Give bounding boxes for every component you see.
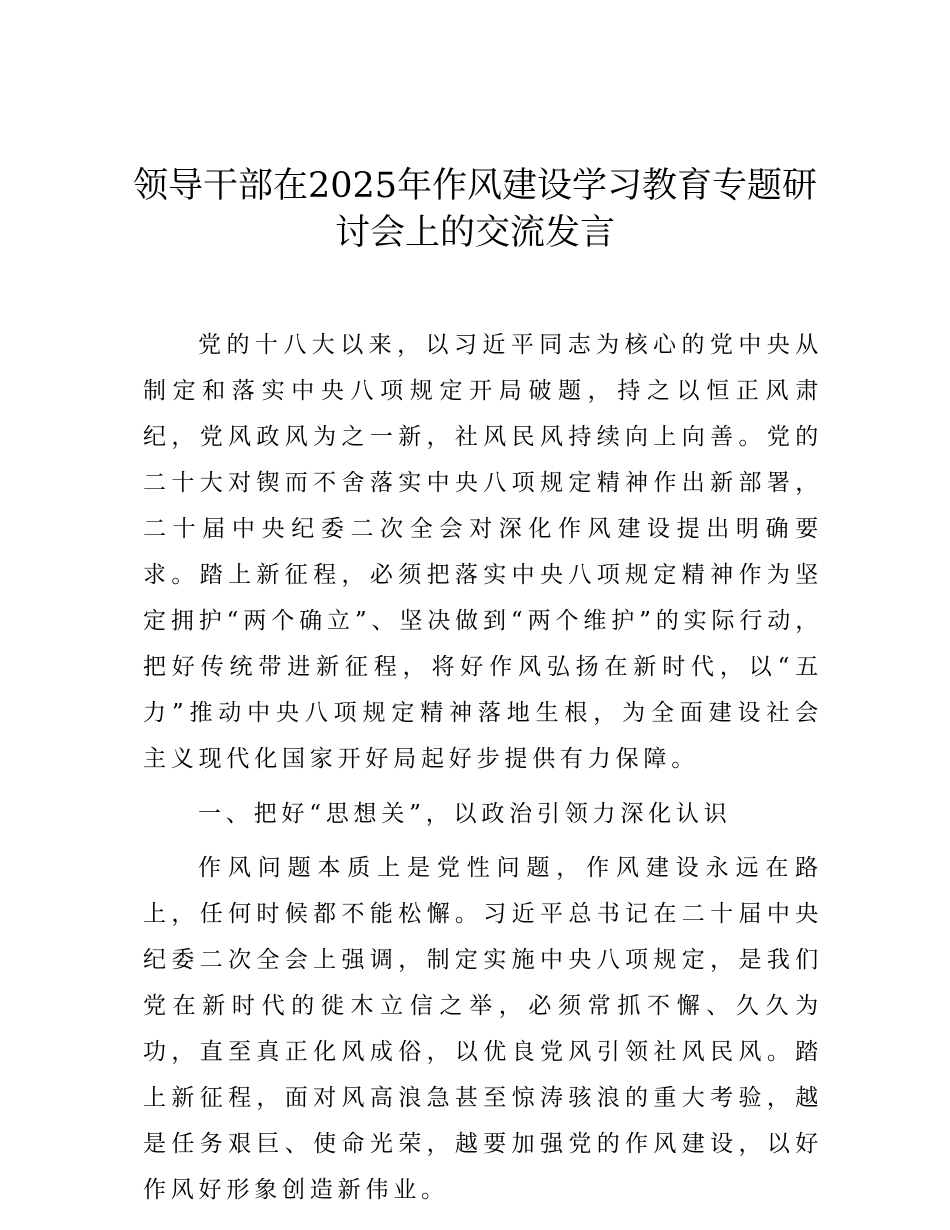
- section-1-paragraph: 作风问题本质上是党性问题，作风建设永远在路上，任何时候都不能松懈。习近平总书记在二十届中央纪委二次全会上强调，制定实施中央八项规定，是我们党在新时代的徙木立信之举，必须常抓不懈、久久为功，直至真正化风成俗，以优良党风引领社风民风。踏上新征程，面对风高浪急甚至惊涛骇浪的重大考验，越是任务艰巨、使命光荣，越要加强党的作风建设，以好作风好形象创造新伟业。: [143, 855, 823, 1203]
- document-title: [0, 163, 950, 257]
- document-body: [143, 322, 823, 1213]
- title-line-1: 领导干部在2025年作风建设学习教育专题研: [132, 166, 818, 206]
- section-heading-1: 一、把好“思想关”，以政治引领力深化认识: [198, 801, 732, 827]
- intro-paragraph: 党的十八大以来，以习近平同志为核心的党中央从制定和落实中央八项规定开局破题，持之以恒正风肃纪，党风政风为之一新，社风民风持续向上向善。党的二十大对锲而不舍落实中央八项规定精神作出新部署，二十届中央纪委二次全会对深化作风建设提出明确要求。踏上新征程，必须把落实中央八项规定精神作为坚定拥护“两个确立”、坚决做到“两个维护”的实际行动，把好传统带进新征程，将好作风弘扬在新时代，以“五力”推动中央八项规定精神落地生根，为全面建设社会主义现代化国家开好局起好步提供有力保障。: [143, 332, 823, 772]
- title-line-2: 讨会上的交流发言: [334, 213, 615, 253]
